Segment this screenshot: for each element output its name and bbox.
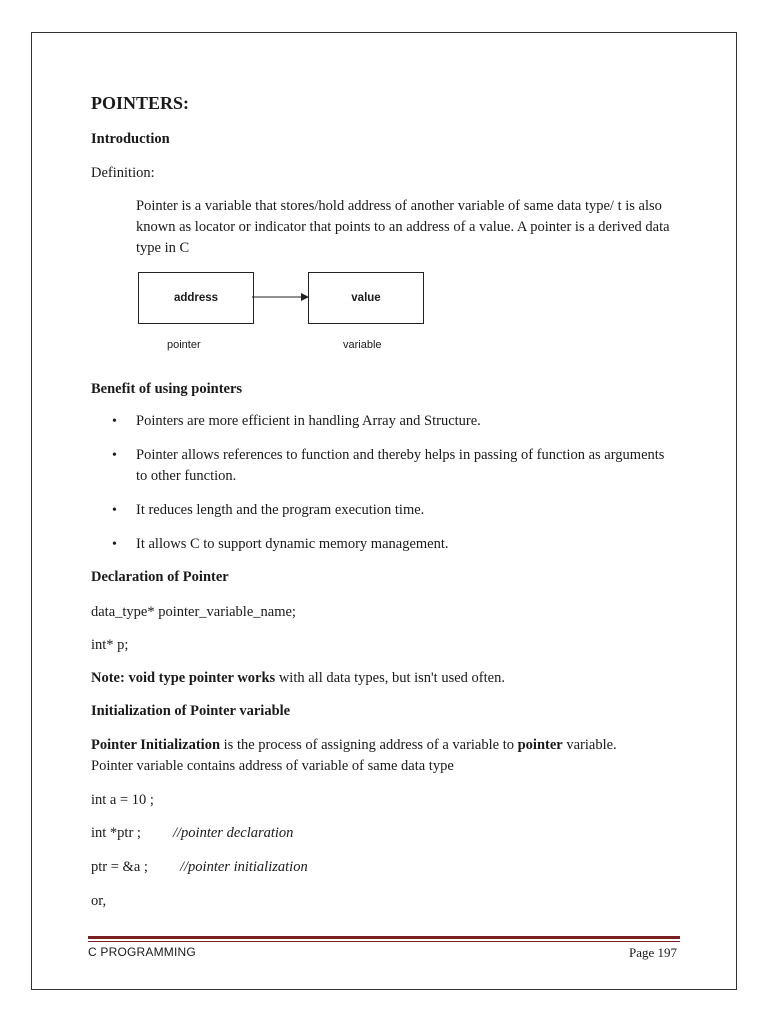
init-bold-2: pointer: [517, 737, 563, 753]
list-item: • It reduces length and the program execution time.: [112, 500, 672, 521]
code-line-2: int *ptr ;: [91, 825, 141, 841]
list-item: • Pointers are more efficient in handling Array and Structure.: [112, 411, 672, 432]
address-box: address: [138, 272, 254, 324]
footer-page-number: Page 197: [628, 945, 677, 960]
code-line-1: int a = 10 ;: [91, 792, 154, 808]
arrow-icon: [252, 290, 310, 304]
list-item: • It allows C to support dynamic memory management.: [112, 534, 672, 555]
comment-text: //pointer declaration: [173, 825, 294, 841]
init-bold-1: Pointer Initialization: [91, 737, 221, 753]
variable-caption: variable: [343, 339, 382, 351]
code-comment-3: [180, 857, 308, 878]
declaration-example: int* p;: [91, 637, 129, 653]
definition-paragraph: Pointer is a variable that stores/hold address of another variable of same data type/ t is also known as locator or indicator that points to an address of a value. A pointer is a derived data type in C: [136, 198, 670, 256]
initialization-heading: Initialization of Pointer variable: [91, 703, 291, 719]
init-line-2: Pointer variable contains address of variable of same data type: [91, 758, 454, 774]
initialization-paragraph: [91, 735, 691, 777]
init-mid: is the process of assigning address of a variable to: [220, 737, 518, 753]
benefits-heading: Benefit of using pointers: [91, 381, 243, 397]
footer-rule: [88, 936, 680, 939]
page-title: POINTERS:: [91, 93, 190, 113]
note-rest: with all data types, but isn't used often.: [275, 670, 505, 686]
init-end: variable.: [562, 737, 617, 753]
comment-text: //pointer initialization: [180, 859, 308, 875]
introduction-heading: Introduction: [91, 131, 170, 147]
code-line-3: ptr = &a ;: [91, 859, 148, 875]
declaration-heading: Declaration of Pointer: [91, 569, 229, 585]
code-comment-2: [173, 823, 293, 844]
footer-course-title: C PROGRAMMING: [88, 945, 196, 959]
definition-label: Definition:: [91, 165, 155, 181]
declaration-syntax: data_type* pointer_variable_name;: [91, 604, 296, 620]
footer-rule-thin: [88, 941, 680, 942]
or-text: or,: [91, 893, 107, 909]
note-text: [91, 668, 505, 689]
note-bold: Note: void type pointer works: [91, 670, 276, 686]
benefits-list: [112, 411, 672, 568]
list-item: • Pointer allows references to function and thereby helps in passing of function as arguments to other function.: [112, 445, 672, 487]
pointer-caption: pointer: [167, 339, 201, 351]
value-box: value: [308, 272, 424, 324]
